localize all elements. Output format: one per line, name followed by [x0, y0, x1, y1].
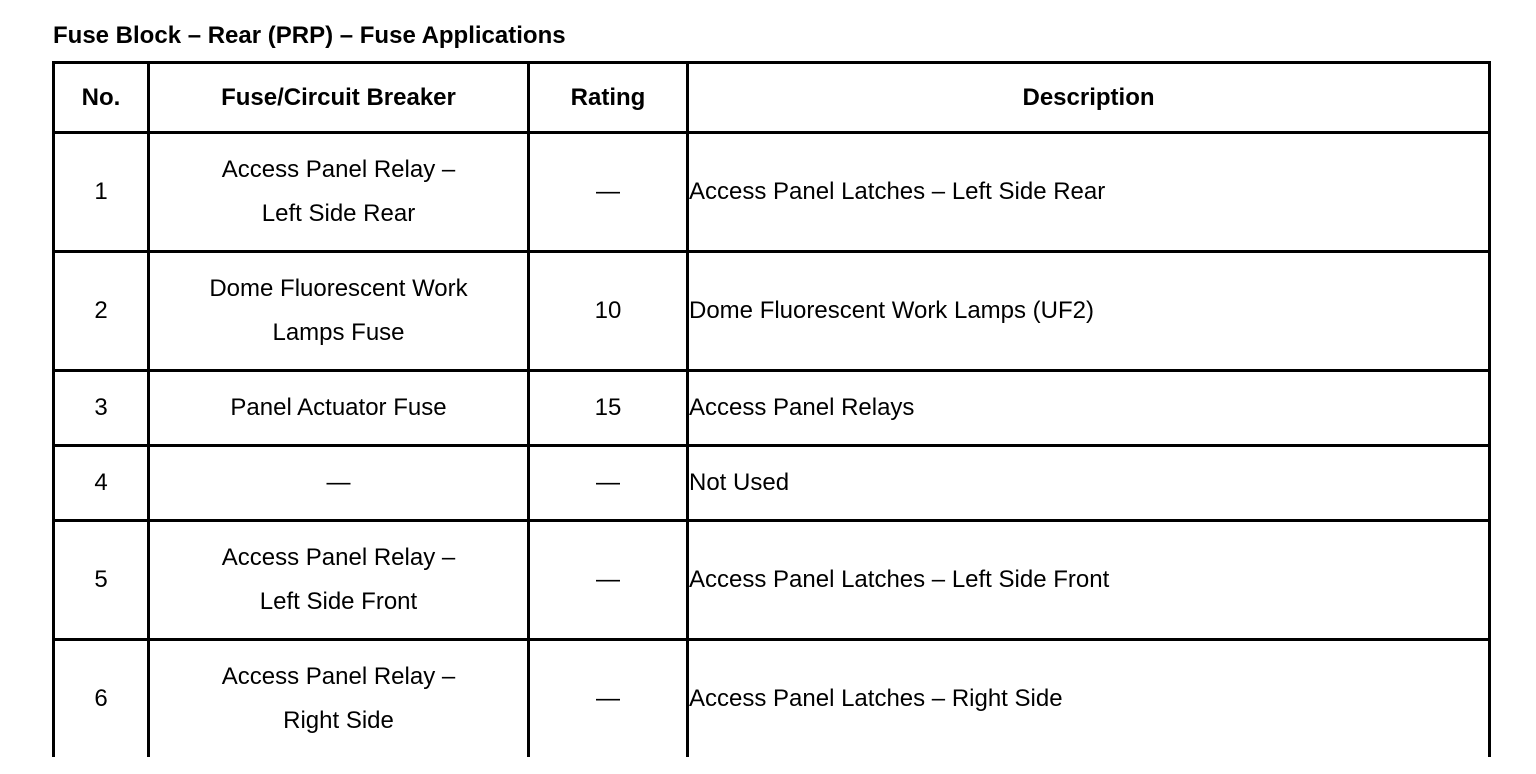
cell-fuse-line2: Left Side Rear — [261, 200, 416, 227]
table-row — [54, 133, 1490, 252]
cell-no: 4 — [54, 446, 149, 521]
cell-fuse — [149, 640, 529, 758]
table-row — [54, 446, 1490, 521]
cell-no: 5 — [54, 521, 149, 640]
table-row — [54, 371, 1490, 446]
fuse-applications-table — [52, 61, 1491, 757]
column-header-description: Description — [688, 63, 1490, 133]
cell-rating: 10 — [529, 252, 688, 371]
table-header-row — [54, 63, 1490, 133]
cell-description: Dome Fluorescent Work Lamps (UF2) — [688, 252, 1490, 371]
cell-description: Access Panel Latches – Left Side Front — [688, 521, 1490, 640]
cell-no: 3 — [54, 371, 149, 446]
cell-no: 1 — [54, 133, 149, 252]
cell-fuse: Panel Actuator Fuse — [149, 371, 529, 446]
cell-fuse — [149, 133, 529, 252]
cell-rating: 15 — [529, 371, 688, 446]
cell-description: Access Panel Relays — [688, 371, 1490, 446]
cell-description: Not Used — [688, 446, 1490, 521]
cell-rating: — — [529, 446, 688, 521]
cell-rating: — — [529, 640, 688, 758]
cell-fuse-line1: Access Panel Relay – — [221, 663, 456, 690]
cell-fuse — [149, 252, 529, 371]
cell-description: Access Panel Latches – Right Side — [688, 640, 1490, 758]
cell-description: Access Panel Latches – Left Side Rear — [688, 133, 1490, 252]
cell-fuse: — — [149, 446, 529, 521]
table-row — [54, 252, 1490, 371]
cell-no: 6 — [54, 640, 149, 758]
column-header-no: No. — [54, 63, 149, 133]
cell-fuse-line2: Lamps Fuse — [272, 319, 405, 346]
cell-fuse-line1: Dome Fluorescent Work — [209, 275, 468, 302]
cell-fuse — [149, 521, 529, 640]
cell-rating: — — [529, 521, 688, 640]
cell-rating: — — [529, 133, 688, 252]
cell-fuse-line1: Access Panel Relay – — [221, 544, 456, 571]
column-header-fuse: Fuse/Circuit Breaker — [149, 63, 529, 133]
cell-no: 2 — [54, 252, 149, 371]
table-row — [54, 640, 1490, 758]
column-header-rating: Rating — [529, 63, 688, 133]
table-row — [54, 521, 1490, 640]
cell-fuse-line1: Access Panel Relay – — [221, 156, 456, 183]
page-title: Fuse Block – Rear (PRP) – Fuse Applications — [53, 22, 566, 49]
cell-fuse-line2: Right Side — [283, 707, 394, 734]
cell-fuse-line2: Left Side Front — [259, 588, 418, 615]
